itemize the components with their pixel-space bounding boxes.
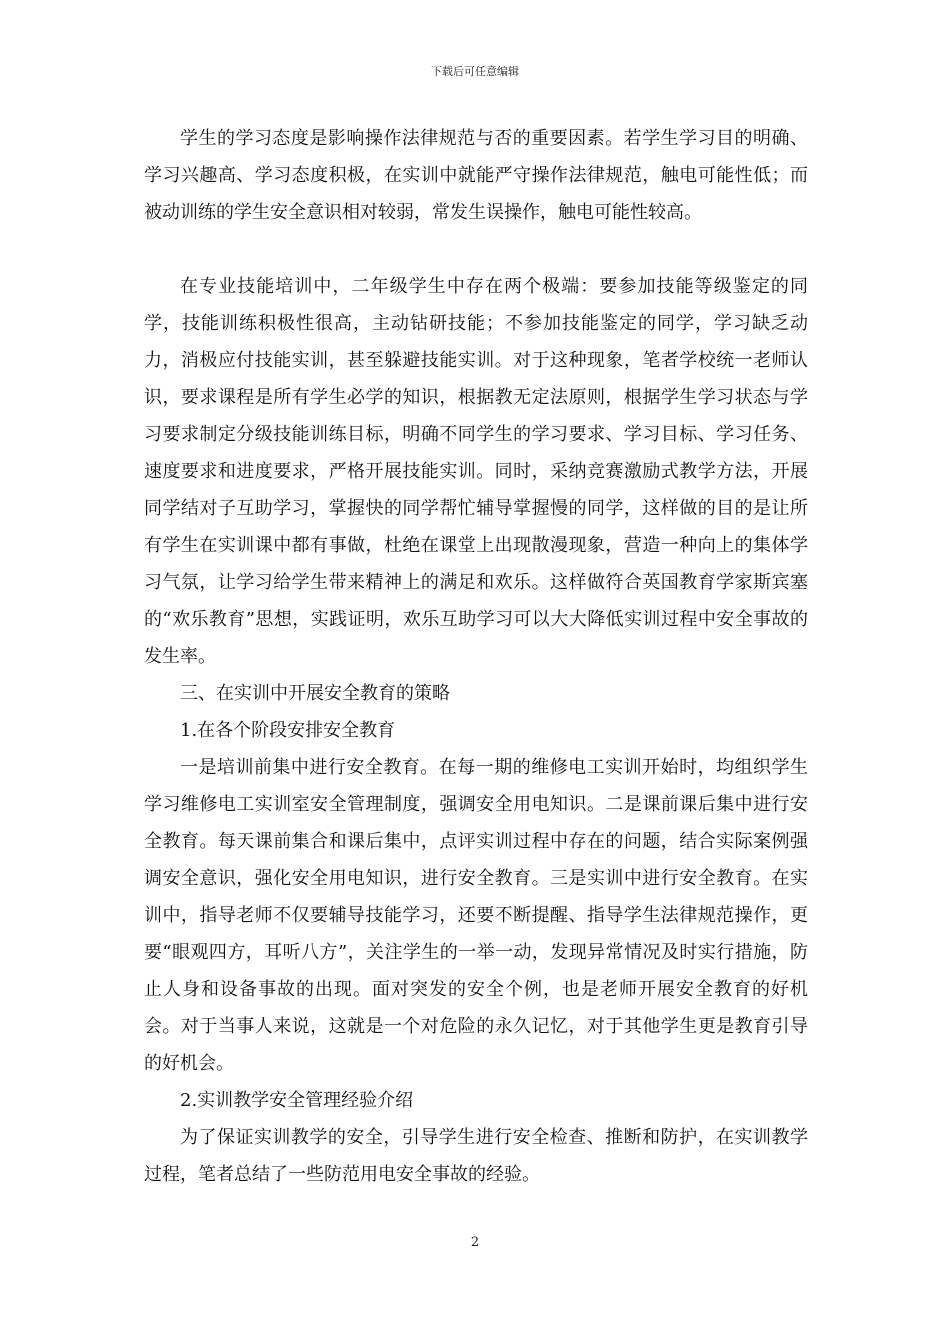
paragraph-skill-training: 在专业技能培训中，二年级学生中存在两个极端：要参加技能等级鉴定的同学，技能训练积极性很高，主动钻研技能；不参加技能鉴定的同学，学习缺乏动力，消极应付技能实训，甚至躲避技能实训。对于这种现象，笔者学校统一老师认识，要求课程是所有学生必学的知识，根据教无定法原则，根据学生学习状态与学习要求制定分级技能训练目标，明确不同学生的学习要求、学习目标、学习任务、速度要求和进度要求，严格开展技能实训。同时，采纳竞赛激励式教学方法，开展同学结对子互助学习，掌握快的同学帮忙辅导掌握慢的同学，这样做的目的是让所有学生在实训课中都有事做，杜绝在课堂上出现散漫现象，营造一种向上的集体学习气氛，让学习给学生带来精神上的满足和欢乐。这样做符合英国教育学家斯宾塞的“欢乐教育”思想，实践证明，欢乐互助学习可以大大降低实训过程中安全事故的发生率。 <box>144 276 808 667</box>
paragraph-learning-attitude: 学生的学习态度是影响操作法律规范与否的重要因素。若学生学习目的明确、学习兴趣高、学习态度积极，在实训中就能严守操作法律规范，触电可能性低；而被动训练的学生安全意识相对较弱，常发生误操作，触电可能性较高。 <box>144 128 808 223</box>
paragraph-stage-education: 一是培训前集中进行安全教育。在每一期的维修电工实训开始时，均组织学生学习维修电工实训室安全管理制度，强调安全用电知识。二是课前课后集中进行安全教育。每天课前集合和课后集中，点评实训过程中存在的问题，结合实际案例强调安全意识，强化安全用电知识，进行安全教育。三是实训中进行安全教育。在实训中，指导老师不仅要辅导技能学习，还要不断提醒、指导学生法律规范操作，更要“眼观四方，耳听八方”，关注学生的一举一动，发现异常情况及时实行措施，防止人身和设备事故的出现。面对突发的安全个例，也是老师开展安全教育的好机会。对于当事人来说，这就是一个对危险的永久记忆，对于其他学生更是教育引导的好机会。 <box>144 757 808 1074</box>
page-number: 2 <box>470 1235 480 1250</box>
page-header: 下载后可任意编辑 <box>431 65 519 78</box>
subheading-stage-education: 1.在各个阶段安排安全教育 <box>180 720 396 741</box>
paragraph-safety-management: 为了保证实训教学的安全，引导学生进行安全检查、推断和防护，在实训教学过程，笔者总结了一些防范用电安全事故的经验。 <box>144 1127 808 1185</box>
document-body <box>144 120 808 1193</box>
subheading-safety-management: 2.实训教学安全管理经验介绍 <box>180 1090 414 1111</box>
section-heading-strategies: 三、在实训中开展安全教育的策略 <box>180 683 450 704</box>
